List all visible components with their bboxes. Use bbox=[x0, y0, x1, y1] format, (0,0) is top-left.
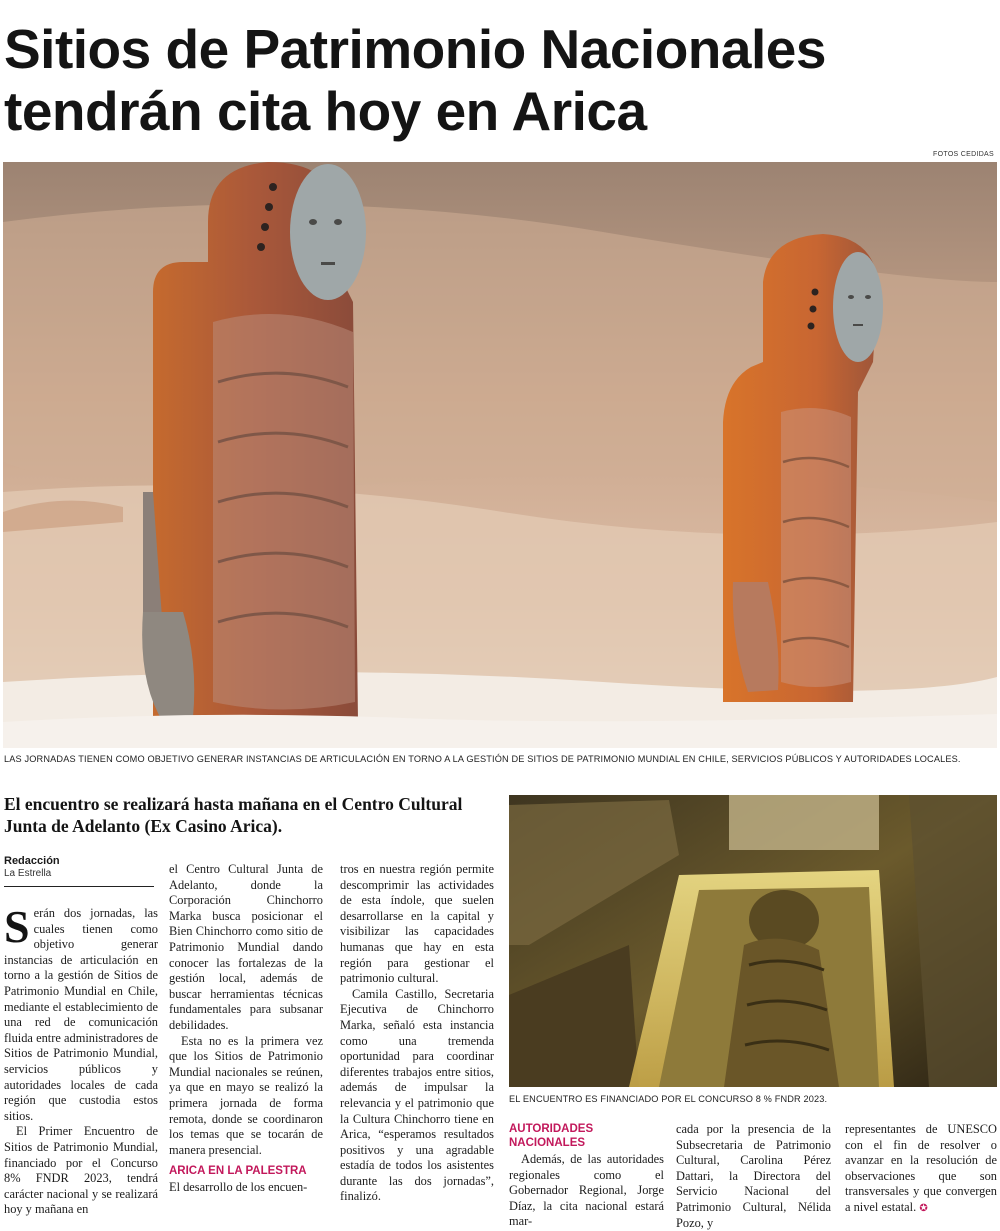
article-paragraph-4a: El desarrollo de los encuen- bbox=[169, 1180, 308, 1195]
main-photo bbox=[3, 162, 997, 748]
paragraph-1-text: erán dos jornadas, las cuales tienen como objetivo generar instancias de articulación en torno a la gestión de Sitios de Patrimonio Mundial en Chile, mediante el establecimiento de una red de comunicación fluida entre administradores de Sitios de Patrimonio Mundial, servicios públicos y autoridades locales de cada región que custodia estos sitios. bbox=[4, 906, 158, 1123]
headline-line-2: tendrán cita hoy en Arica bbox=[4, 80, 647, 142]
headline bbox=[4, 18, 994, 142]
dropcap: S bbox=[4, 901, 30, 952]
article-paragraph-6b: cada por la presencia de la Subsecretaria de Patrimonio Cultural, Carolina Pérez Dattari, la Directora del Servicio Nacional del Patrimonio Cultural, Nélida Pozo, y bbox=[676, 1122, 831, 1230]
section-heading-autoridades: AUTORIDADES NACIONALES bbox=[509, 1123, 594, 1149]
headline-line-1: Sitios de Patrimonio Nacionales bbox=[4, 18, 826, 80]
article-column-4 bbox=[509, 1122, 664, 1230]
article-column-5 bbox=[676, 1122, 831, 1231]
article-paragraph-5: Camila Castillo, Secretaria Ejecutiva de Chinchorro Marka, señaló esta instancia como una tremenda oportunidad para coordinar diferentes trabajos entre sitios, además de impulsar la relevancia y el patrimonio que la Cultura Chinchorro tiene en Arica, “esperamos resultados positivos y una agradable estadía de todos los asistentes durante las dos jornadas”, finalizó. bbox=[340, 986, 494, 1204]
main-photo-caption: LAS JORNADAS TIENEN COMO OBJETIVO GENERAR INSTANCIAS DE ARTICULACIÓN EN TORNO A LA GESTIÓN DE SITIOS DE PATRIMONIO MUNDIAL EN CHILE, SERVICIOS PÚBLICOS Y AUTORIDADES LOCALES. bbox=[4, 754, 961, 764]
byline-rule bbox=[4, 886, 154, 887]
article-paragraph-6a: Además, de las autoridades regionales como el Gobernador Regional, Jorge Díaz, la cita nacional estará mar- bbox=[509, 1152, 664, 1229]
byline bbox=[4, 855, 154, 880]
article-paragraph-2b: el Centro Cultural Junta de Adelanto, donde la Corporación Chinchorro Marka busca posicionar el Bien Chinchorro como sitio de Patrimonio Mundial dando conocer las fortalezas de la gestión local, además de buscar herramientas técnicas fundamentales para subsanar debilidades. bbox=[169, 862, 323, 1032]
subhead: El encuentro se realizará hasta mañana en el Centro Cultural Junta de Adelanto (Ex Casino Arica). bbox=[4, 794, 463, 836]
article-column-2 bbox=[169, 862, 323, 1196]
end-mark-icon: ✪ bbox=[919, 1202, 928, 1214]
article-paragraph-1 bbox=[4, 901, 158, 1124]
article-column-3 bbox=[340, 862, 494, 1205]
article-column-1 bbox=[4, 901, 158, 1218]
mummy-photo-caption: EL ENCUENTRO ES FINANCIADO POR EL CONCURSO 8 % FNDR 2023. bbox=[509, 1094, 828, 1104]
photo-credit: FOTOS CEDIDAS bbox=[933, 151, 994, 158]
byline-outlet: La Estrella bbox=[4, 868, 52, 879]
section-heading-arica: ARICA EN LA PALESTRA bbox=[169, 1165, 307, 1178]
article-paragraph-2a: El Primer Encuentro de Sitios de Patrimonio Mundial, financiado por el Concurso 8% FNDR 2023, tendrá carácter nacional y se realizará hoy y mañana en bbox=[4, 1124, 158, 1217]
mummy-photo bbox=[509, 795, 997, 1087]
byline-author: Redacción bbox=[4, 855, 60, 867]
article-paragraph-3: Esta no es la primera vez que los Sitios de Patrimonio Mundial nacionales se reúnen, ya que en mayo se realizó la primera jornada de forma remota, donde se coordinaron los temas que se tocarán de manera presencial. bbox=[169, 1033, 323, 1157]
paragraph-6c-text: representantes de UNESCO con el fin de resolver o avanzar en la resolución de observaciones que son transversales y que convergen a nivel estatal. bbox=[845, 1122, 997, 1214]
article-column-6 bbox=[845, 1122, 997, 1217]
article-paragraph-6c bbox=[845, 1122, 997, 1217]
article-paragraph-4b: tros en nuestra región permite descomprimir las actividades de esta índole, que suelen desarrollarse en la capital y visibilizar las capacidades humanas que hay en esta región para gestionar el patrimonio cultural. bbox=[340, 862, 494, 986]
